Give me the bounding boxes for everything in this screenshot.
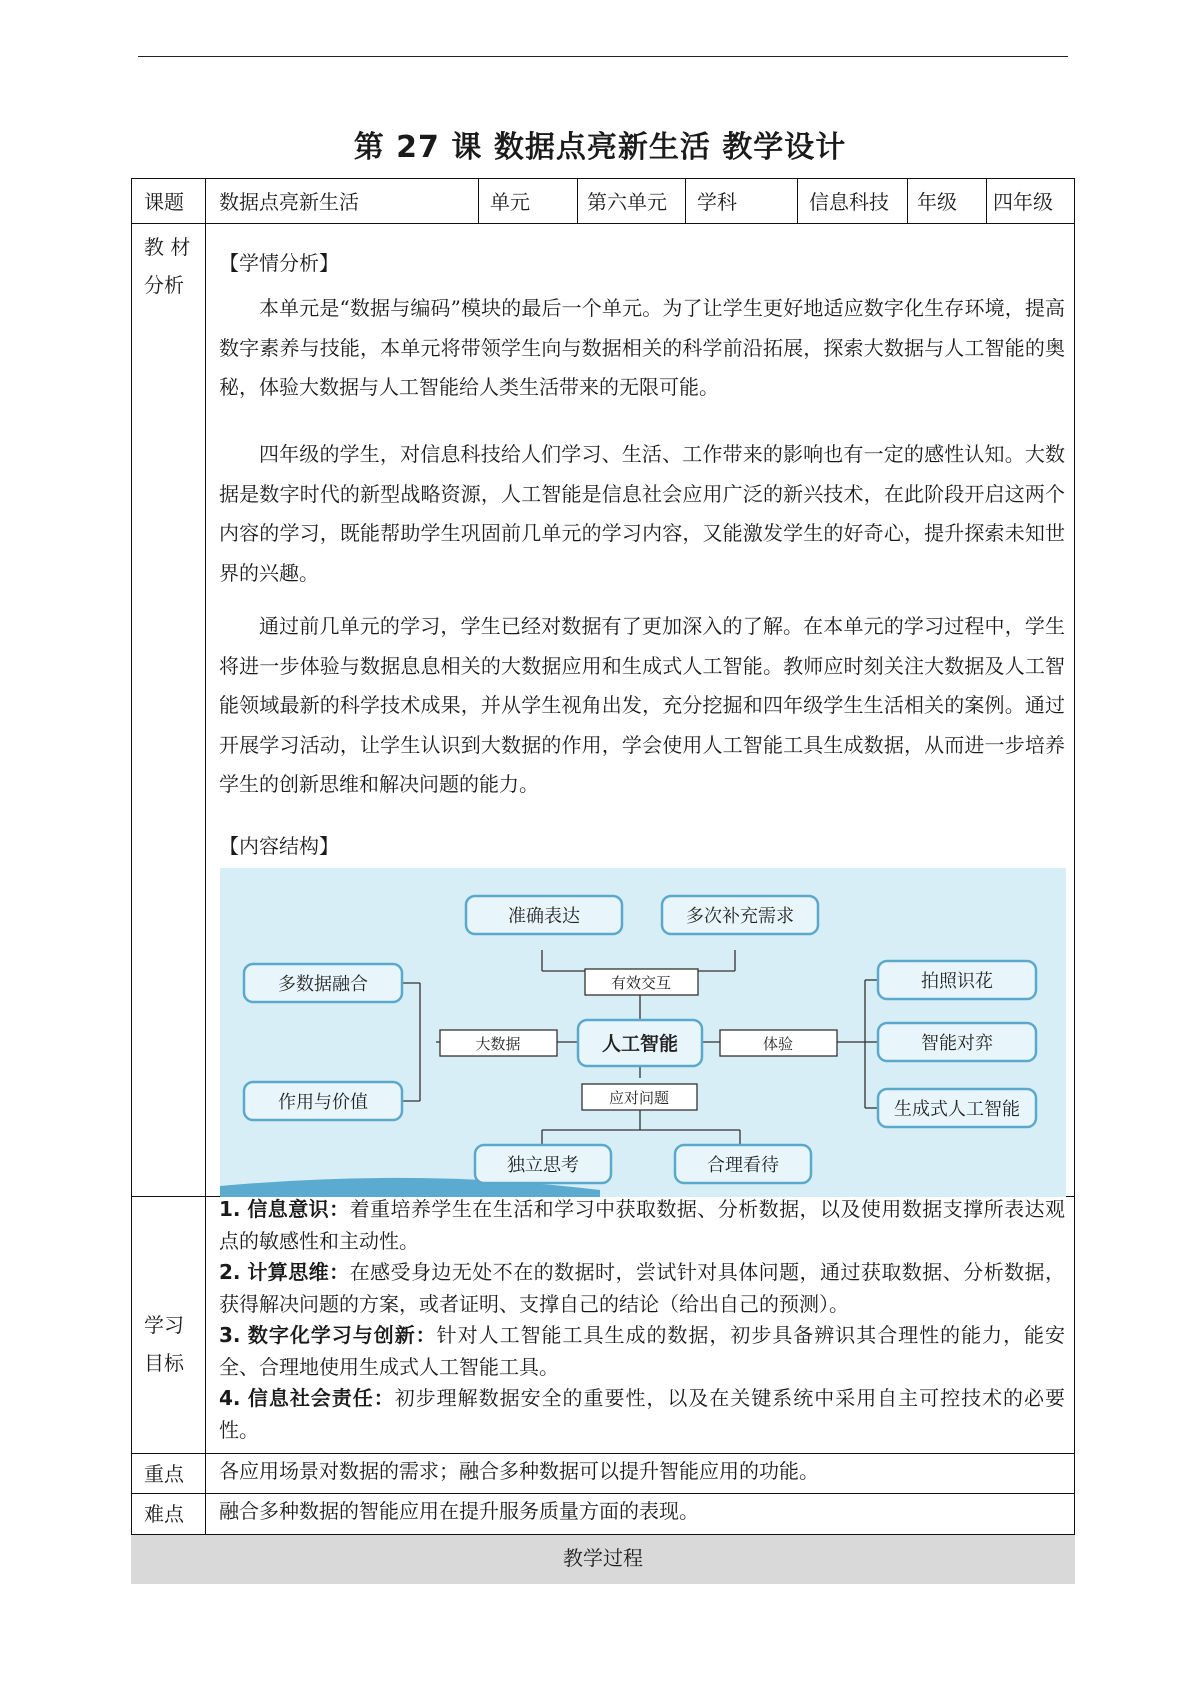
topic-value: 数据点亮新生活 xyxy=(219,190,359,214)
node-left-top: 多数据融合 xyxy=(278,974,368,995)
grade-label: 年级 xyxy=(917,190,957,214)
column-divider xyxy=(797,178,798,223)
situation-heading: 【学情分析】 xyxy=(219,251,339,275)
goal-text: 初步理解数据安全的重要性，以及在关键系统中采用自主可控技术的必要性。 xyxy=(219,1386,1066,1442)
link-bottom: 应对问题 xyxy=(608,1089,670,1107)
goal-item xyxy=(219,1257,1065,1320)
link-left: 大数据 xyxy=(475,1035,521,1053)
difficult-point-label: 难点 xyxy=(144,1502,184,1526)
column-divider xyxy=(986,178,987,223)
analysis-paragraph: 本单元是“数据与编码”模块的最后一个单元。为了让学生更好地适应数字化生存环境，提高数字素养与技能，本单元将带领学生向与数据相关的科学前沿拓展，探索大数据与人工智能的奥秘，体验大数据与人工智能给人类生活带来的无限可能。 xyxy=(219,296,1065,399)
row-divider xyxy=(131,1493,1075,1494)
teaching-process-header xyxy=(131,1534,1075,1584)
goal-list xyxy=(219,1194,1065,1446)
row-divider xyxy=(131,1453,1075,1454)
goal-text: 针对人工智能工具生成的数据，初步具备辨识其合理性的能力，能安全、合理地使用生成式人工智能工具。 xyxy=(219,1323,1066,1379)
column-divider xyxy=(577,178,578,223)
goal-title: 信息意识： xyxy=(247,1197,350,1221)
node-center: 人工智能 xyxy=(601,1033,679,1055)
goal-text: 在感受身边无处不在的数据时，尝试针对具体问题，通过获取数据、分析数据，获得解决问题的方案，或者证明、支撑自己的结论（给出自己的预测）。 xyxy=(219,1260,1065,1316)
node-right-bottom: 生成式人工智能 xyxy=(894,1099,1020,1120)
analysis-label: 教 材 分析 xyxy=(144,235,191,297)
column-divider xyxy=(685,178,686,223)
goal-number: 1. xyxy=(219,1197,241,1221)
subject-label: 学科 xyxy=(697,190,737,214)
column-divider xyxy=(907,178,908,223)
goal-number: 3. xyxy=(219,1323,241,1347)
link-right: 体验 xyxy=(762,1035,794,1053)
column-divider xyxy=(478,178,479,223)
link-top: 有效交互 xyxy=(610,974,672,992)
header-rule xyxy=(138,56,1068,57)
row-divider xyxy=(131,223,1075,224)
goal-item xyxy=(219,1383,1065,1446)
goal-item xyxy=(219,1194,1065,1257)
key-point-text: 各应用场景对数据的需求；融合多种数据可以提升智能应用的功能。 xyxy=(219,1459,819,1483)
topic-label: 课题 xyxy=(144,190,184,214)
goals-label: 学习 目标 xyxy=(144,1313,184,1375)
goal-title: 数字化学习与创新： xyxy=(247,1323,437,1347)
node-bottom-right: 合理看待 xyxy=(707,1155,779,1176)
goal-item xyxy=(219,1320,1065,1383)
key-point-label: 重点 xyxy=(144,1462,184,1486)
content-structure-diagram xyxy=(220,868,1066,1197)
column-divider xyxy=(205,178,206,1534)
subject-value: 信息科技 xyxy=(809,190,889,214)
goal-number: 2. xyxy=(219,1260,241,1284)
node-right-mid: 智能对弈 xyxy=(921,1033,993,1054)
goal-number: 4. xyxy=(219,1386,241,1410)
node-top-right: 多次补充需求 xyxy=(686,906,794,927)
goal-text: 着重培养学生在生活和学习中获取数据、分析数据，以及使用数据支撑所表达观点的敏感性和主动性。 xyxy=(219,1197,1065,1253)
node-bottom-left: 独立思考 xyxy=(507,1155,579,1176)
analysis-paragraph: 四年级的学生，对信息科技给人们学习、生活、工作带来的影响也有一定的感性认知。大数据是数字时代的新型战略资源，人工智能是信息社会应用广泛的新兴技术，在此阶段开启这两个内容的学习，既能帮助学生巩固前几单元的学习内容，又能激发学生的好奇心，提升探索未知世界的兴趣。 xyxy=(219,442,1065,585)
analysis-paragraph: 通过前几单元的学习，学生已经对数据有了更加深入的了解。在本单元的学习过程中，学生将进一步体验与数据息息相关的大数据应用和生成式人工智能。教师应时刻关注大数据及人工智能领域最新的科学技术成果，并从学生视角出发，充分挖掘和四年级学生生活相关的案例。通过开展学习活动，让学生认识到大数据的作用，学会使用人工智能工具生成数据，从而进一步培养学生的创新思维和解决问题的能力。 xyxy=(219,614,1065,796)
unit-value: 第六单元 xyxy=(587,190,667,214)
goal-title: 计算思维： xyxy=(247,1260,350,1284)
difficult-point-text: 融合多种数据的智能应用在提升服务质量方面的表现。 xyxy=(219,1499,699,1523)
goal-title: 信息社会责任： xyxy=(247,1386,395,1410)
node-left-bottom: 作用与价值 xyxy=(278,1092,368,1113)
node-right-top: 拍照识花 xyxy=(921,971,993,992)
unit-label: 单元 xyxy=(490,190,530,214)
node-top-left: 准确表达 xyxy=(508,906,580,927)
teaching-process-title: 教学过程 xyxy=(563,1546,643,1570)
grade-value: 四年级 xyxy=(993,190,1053,214)
structure-heading: 【内容结构】 xyxy=(219,834,339,858)
document-title: 第 27 课 数据点亮新生活 教学设计 xyxy=(353,130,847,165)
